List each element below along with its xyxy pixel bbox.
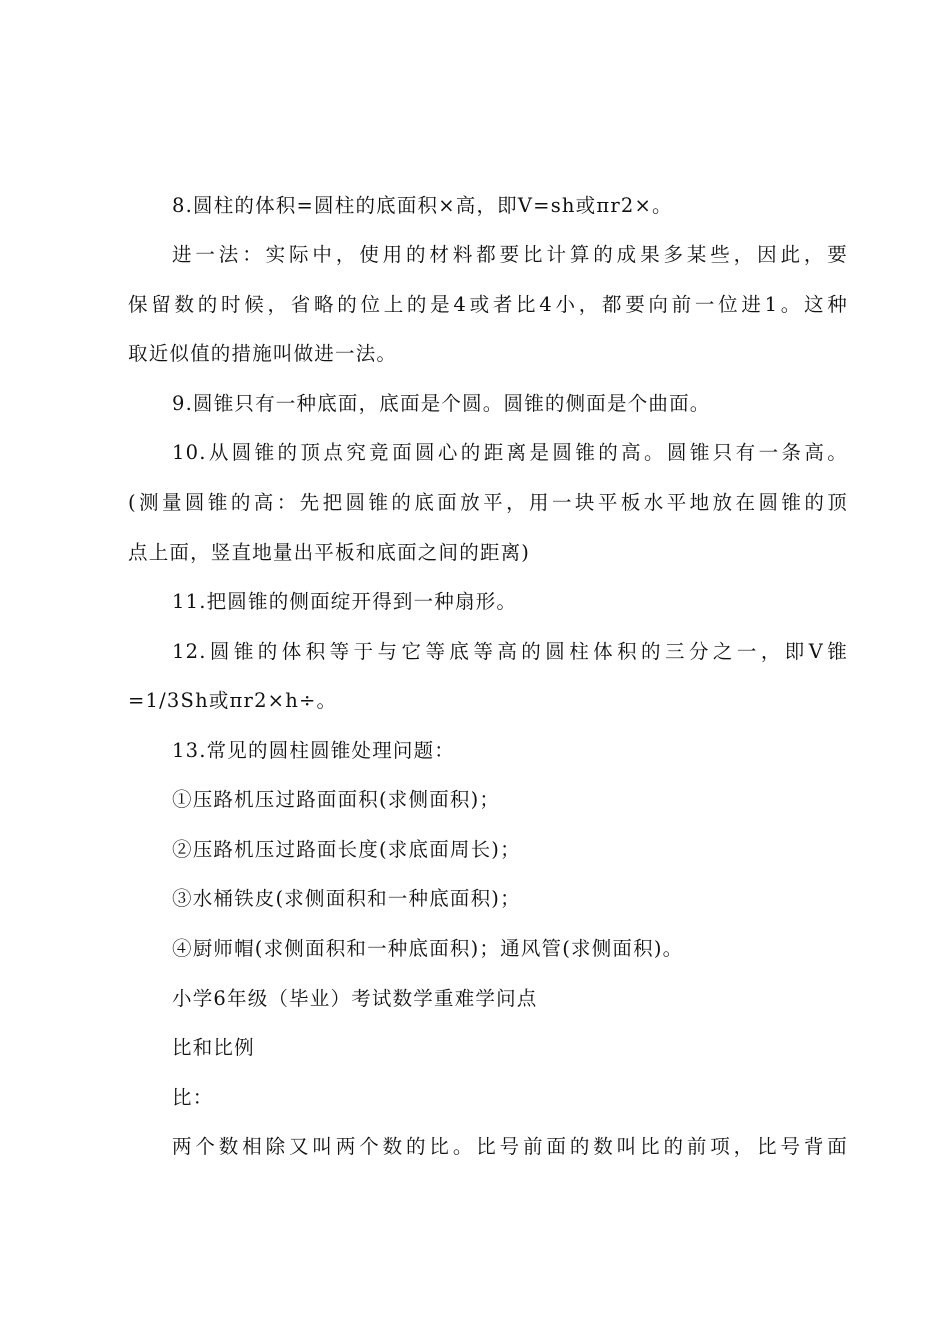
subsection-heading: 比和比例 (172, 1036, 255, 1059)
paragraph-line: 12.圆锥的体积等于与它等底等高的圆柱体积的三分之一，即V锥 (172, 640, 848, 663)
paragraph-line: 13.常见的圆柱圆锥处理问题： (172, 739, 456, 762)
paragraph-line: 保留数的时候，省略的位上的是4或者比4小，都要向前一位进1。这种 (128, 293, 848, 316)
paragraph-line: =1/3Sh或πr2×h÷。 (128, 689, 338, 712)
paragraph-line: 11.把圆锥的侧面绽开得到一种扇形。 (172, 590, 518, 613)
paragraph-line: 两个数相除又叫两个数的比。比号前面的数叫比的前项，比号背面 (172, 1135, 848, 1158)
paragraph-line: 9.圆锥只有一种底面，底面是个圆。圆锥的侧面是个曲面。 (172, 392, 711, 415)
section-heading: 小学6年级（毕业）考试数学重难学问点 (172, 987, 538, 1010)
paragraph-line: 点上面，竖直地量出平板和底面之间的距离) (128, 541, 531, 564)
list-item: ③水桶铁皮(求侧面积和一种底面积)； (172, 887, 521, 910)
paragraph-line: 进一法：实际中，使用的材料都要比计算的成果多某些，因此，要 (172, 243, 848, 266)
paragraph-line: (测量圆锥的高：先把圆锥的底面放平，用一块平板水平地放在圆锥的顶 (128, 491, 848, 514)
term-heading: 比： (172, 1086, 214, 1109)
list-item: ①压路机压过路面面积(求侧面积)； (172, 788, 501, 811)
paragraph-line: 10.从圆锥的顶点究竟面圆心的距离是圆锥的高。圆锥只有一条高。 (172, 441, 848, 464)
list-item: ②压路机压过路面长度(求底面周长)； (172, 838, 521, 861)
list-item: ④厨师帽(求侧面积和一种底面积)；通风管(求侧面积)。 (172, 937, 684, 960)
paragraph-line: 取近似值的措施叫做进一法。 (128, 342, 398, 365)
paragraph-line: 8.圆柱的体积=圆柱的底面积×高，即V=sh或πr2×。 (172, 194, 673, 217)
